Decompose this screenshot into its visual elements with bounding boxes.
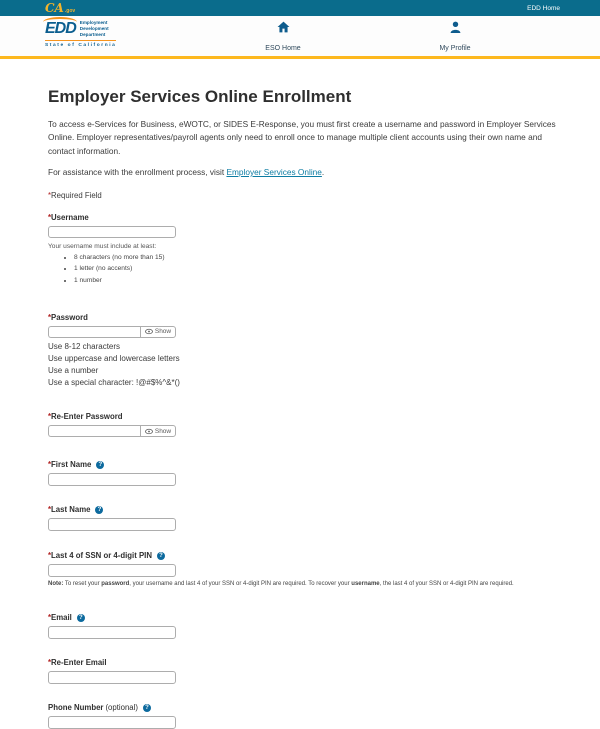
phone-input[interactable]	[48, 716, 176, 729]
edd-logo-line2: Development	[79, 26, 109, 32]
ssn-note-bold: username	[351, 581, 380, 588]
nav-eso-home-label: ESO Home	[265, 45, 301, 52]
edd-logo-line1: Employment	[79, 20, 108, 26]
edd-logo-line3: Department	[79, 31, 106, 37]
eye-icon	[145, 429, 153, 434]
assistance-paragraph	[48, 167, 560, 177]
password-hint: Use uppercase and lowercase letters	[48, 353, 180, 363]
required-asterisk: *	[48, 190, 52, 200]
edd-home-link[interactable]: EDD Home	[527, 4, 560, 12]
username-input[interactable]	[48, 226, 176, 238]
first-name-input[interactable]	[48, 473, 176, 486]
last-name-label-text: Last Name	[51, 505, 91, 515]
reenter-email-group	[48, 658, 560, 684]
username-rule: • 1 letter (no accents)	[74, 265, 560, 272]
nav-my-profile-label: My Profile	[439, 45, 471, 52]
username-hint: Your username must include at least:	[48, 242, 157, 250]
reenter-password-label	[48, 412, 560, 421]
phone-label	[48, 703, 560, 712]
ssn-note-seg: , your username and last 4 of your SSN or 4-digit PIN are required. To recover your	[129, 581, 352, 588]
ca-gov-logo[interactable]	[45, 2, 75, 14]
required-asterisk: *	[48, 412, 52, 422]
site-header	[0, 16, 600, 56]
ssn-pin-note	[48, 581, 560, 587]
username-rule: • 8 characters (no more than 15)	[74, 254, 560, 261]
username-rules-list	[48, 254, 560, 284]
assistance-text: For assistance with the enrollment process, visit	[48, 166, 227, 177]
first-name-label	[48, 460, 560, 469]
ssn-note-bold: password	[101, 581, 130, 588]
username-group	[48, 213, 560, 284]
password-hint: Use a special character: !@#$%^&*()	[48, 377, 180, 387]
password-hint: Use a number	[48, 365, 99, 375]
edd-logo[interactable]	[45, 20, 116, 48]
required-asterisk: *	[48, 460, 52, 470]
ssn-pin-label-text: Last 4 of SSN or 4-digit PIN	[51, 551, 152, 561]
utility-bar	[0, 0, 600, 16]
edd-logo-acronym: EDD	[45, 20, 76, 37]
edd-logo-tagline: State of California	[45, 40, 116, 48]
first-name-label-text: First Name	[51, 460, 92, 470]
ssn-pin-label	[48, 551, 560, 560]
ssn-pin-help-icon[interactable]: ?	[157, 552, 165, 560]
intro-paragraph: To access e-Services for Business, eWOTC, or SIDES E-Response, you must first create a username and password in Employer Services Online. Employer representatives/payroll agents only need to enroll once to manage multiple client accounts using their own name and contact information.	[48, 119, 556, 156]
password-input[interactable]	[48, 326, 140, 338]
reenter-password-group	[48, 412, 560, 437]
phone-label-text: Phone Number	[48, 703, 104, 713]
assistance-suffix: .	[321, 166, 325, 177]
reenter-email-label	[48, 658, 560, 667]
edd-logo-wordmark	[80, 20, 109, 37]
reenter-password-show-button[interactable]	[140, 425, 176, 437]
password-label-text: Password	[51, 312, 88, 322]
ssn-pin-input[interactable]	[48, 564, 176, 577]
email-input[interactable]	[48, 626, 176, 639]
profile-icon	[449, 21, 462, 33]
employer-services-online-link[interactable]: Employer Services Online	[226, 166, 322, 177]
first-name-help-icon[interactable]: ?	[96, 461, 104, 469]
password-group	[48, 313, 560, 387]
email-help-icon[interactable]: ?	[77, 614, 85, 622]
username-label-text: Username	[51, 212, 89, 222]
password-show-button[interactable]	[140, 326, 176, 338]
eye-icon	[145, 329, 153, 334]
home-icon	[277, 21, 290, 33]
reenter-email-label-text: Re-Enter Email	[51, 658, 107, 668]
required-asterisk: *	[48, 212, 52, 222]
ssn-note-seg: , the last 4 of your SSN or 4-digit PIN are required.	[379, 581, 514, 588]
email-group	[48, 613, 560, 639]
reenter-email-input[interactable]	[48, 671, 176, 684]
reenter-password-input[interactable]	[48, 425, 140, 437]
first-name-group	[48, 460, 560, 486]
ssn-note-seg: To reset your	[63, 581, 102, 588]
password-hints	[48, 342, 560, 387]
required-field-text: Required Field	[51, 190, 102, 200]
ssn-note-prefix: Note:	[48, 581, 64, 588]
ca-gov-logo-gov: .gov	[64, 8, 76, 14]
username-rule: • 1 number	[74, 277, 560, 284]
ca-gov-logo-ca: CA	[45, 1, 64, 15]
required-asterisk: *	[48, 551, 52, 561]
last-name-input[interactable]	[48, 518, 176, 531]
show-button-label: Show	[154, 427, 172, 435]
email-label	[48, 613, 560, 622]
last-name-label	[48, 505, 560, 514]
page-title: Employer Services Online Enrollment	[48, 87, 352, 106]
show-button-label: Show	[154, 328, 172, 336]
last-name-group	[48, 505, 560, 531]
required-asterisk: *	[48, 613, 52, 623]
nav-my-profile[interactable]	[410, 21, 500, 55]
nav-eso-home[interactable]	[238, 21, 328, 55]
required-field-note	[48, 191, 560, 200]
phone-optional-text: (optional)	[105, 703, 138, 713]
required-asterisk: *	[48, 505, 52, 515]
main-content	[0, 59, 600, 729]
phone-help-icon[interactable]: ?	[143, 704, 151, 712]
required-asterisk: *	[48, 312, 52, 322]
password-label	[48, 313, 560, 322]
ssn-pin-group	[48, 551, 560, 587]
reenter-password-label-text: Re-Enter Password	[51, 412, 123, 422]
last-name-help-icon[interactable]: ?	[95, 506, 103, 514]
email-label-text: Email	[51, 613, 72, 623]
phone-group	[48, 703, 560, 729]
edd-logo-swoosh-icon	[43, 17, 77, 27]
username-label	[48, 213, 560, 222]
password-hint: Use 8-12 characters	[48, 341, 121, 351]
required-asterisk: *	[48, 658, 52, 668]
